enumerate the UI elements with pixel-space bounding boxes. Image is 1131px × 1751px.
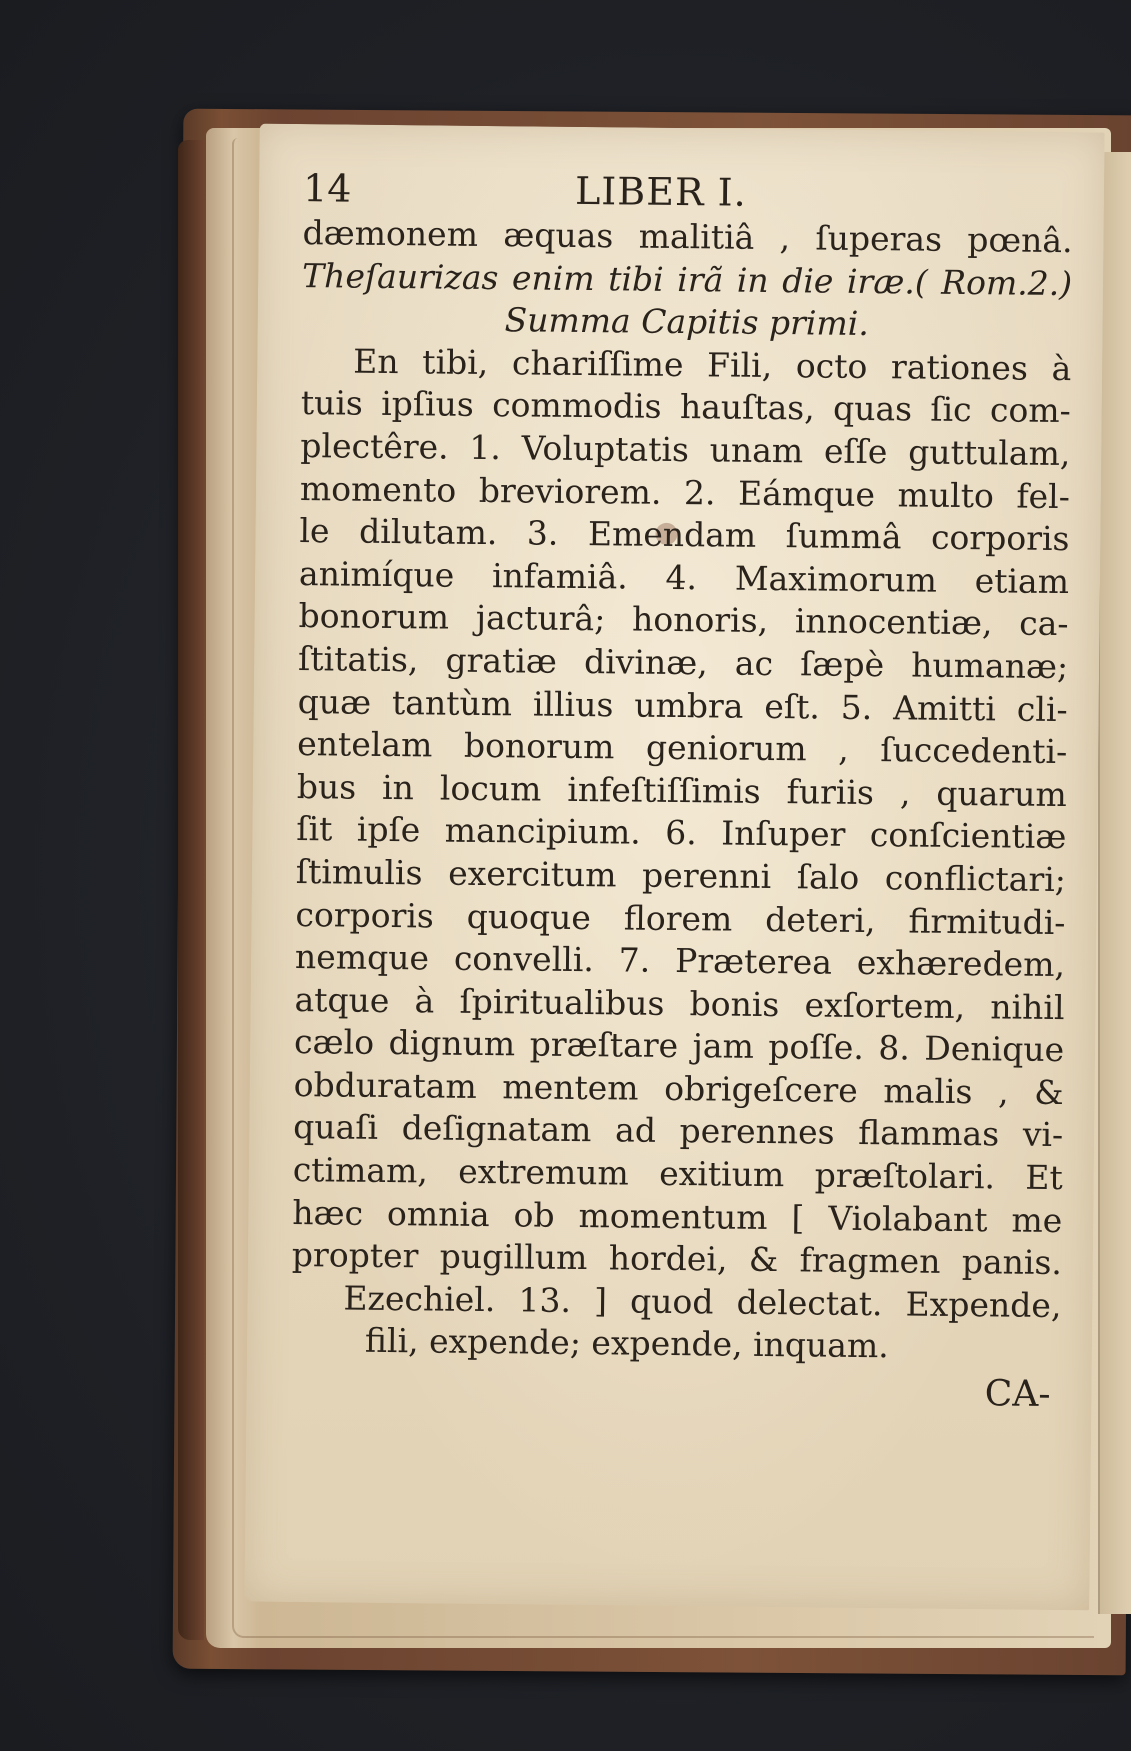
text-line: hæc omnia ob momentum [ Violabant me [292, 1192, 1063, 1240]
running-head [303, 164, 1073, 220]
book-page [244, 124, 1104, 1611]
text-line: ctimam, extremum exitium præſtolari. Et [292, 1150, 1063, 1198]
text-line: corporis quoque florem deteri, firmitudi- [295, 894, 1066, 942]
running-title: LIBER I. [574, 168, 747, 215]
text-line: quaſi deſignatam ad perennes flammas vi- [293, 1107, 1064, 1155]
text-line-citation: Theſaurizas enim tibi irã in die iræ.( Rom.2.) [301, 255, 1073, 303]
text-line: atque à ſpiritualibus bonis exſortem, nihil [294, 979, 1065, 1027]
text-line: nemque convelli. 7. Præterea exhæredem, [294, 937, 1066, 985]
text-line: tuis ipſius commodis hauſtas, quas ſic com- [300, 383, 1072, 431]
text-line: cælo dignum præſtare jam poſſe. 8. Denique [293, 1022, 1065, 1070]
page-number: 14 [302, 166, 352, 211]
text-line: bonorum jacturâ; honoris, innocentiæ, ca- [298, 596, 1069, 644]
facing-page-edge [1098, 152, 1131, 1614]
text-line: bus in locum infeſtiſſimis furiis , quarum [296, 766, 1067, 814]
text-line: le dilutam. 3. Emendam ſummâ corporis [299, 511, 1070, 559]
text-line: obduratam mentem obrigeſcere malis , & [293, 1064, 1064, 1112]
text-line: ſtitatis, gratiæ divinæ, ac ſæpè humanæ; [297, 638, 1069, 687]
text-line: propter pugillum hordei, & fragmen panis. [291, 1235, 1063, 1283]
cover-edge [178, 140, 204, 1640]
text-line: plectêre. 1. Voluptatis unam eſſe guttulam, [300, 426, 1071, 474]
section-heading: Summa Capitis primi. [504, 300, 870, 344]
text-line: momento breviorem. 2. Eámque multo fel- [299, 468, 1071, 516]
text-line-citation: Ezechiel. 13. ] quod delectat. Expende, [343, 1278, 1062, 1325]
catchword: CA- [984, 1373, 1051, 1415]
text-line: dæmonem æquas malitiâ , ſuperas pœnâ. [302, 213, 1073, 261]
text-line: En tibi, chariſſime Fili, octo rationes à [353, 341, 1072, 388]
text-line-final: fili, expende; expende, inquam. [364, 1321, 889, 1366]
page-text [290, 164, 1073, 1420]
text-line: quæ tantùm illius umbra eſt. 5. Amitti cli- [297, 681, 1068, 729]
text-line: ſit ipſe mancipium. 6. Inſuper conſcientiæ [296, 809, 1067, 857]
text-line: animíque infamiâ. 4. Maximorum etiam [298, 553, 1070, 601]
text-line: ſtimulis exercitum perenni ſalo conflictari; [295, 851, 1067, 900]
text-line: entelam bonorum geniorum , ſuccedenti- [297, 724, 1068, 772]
